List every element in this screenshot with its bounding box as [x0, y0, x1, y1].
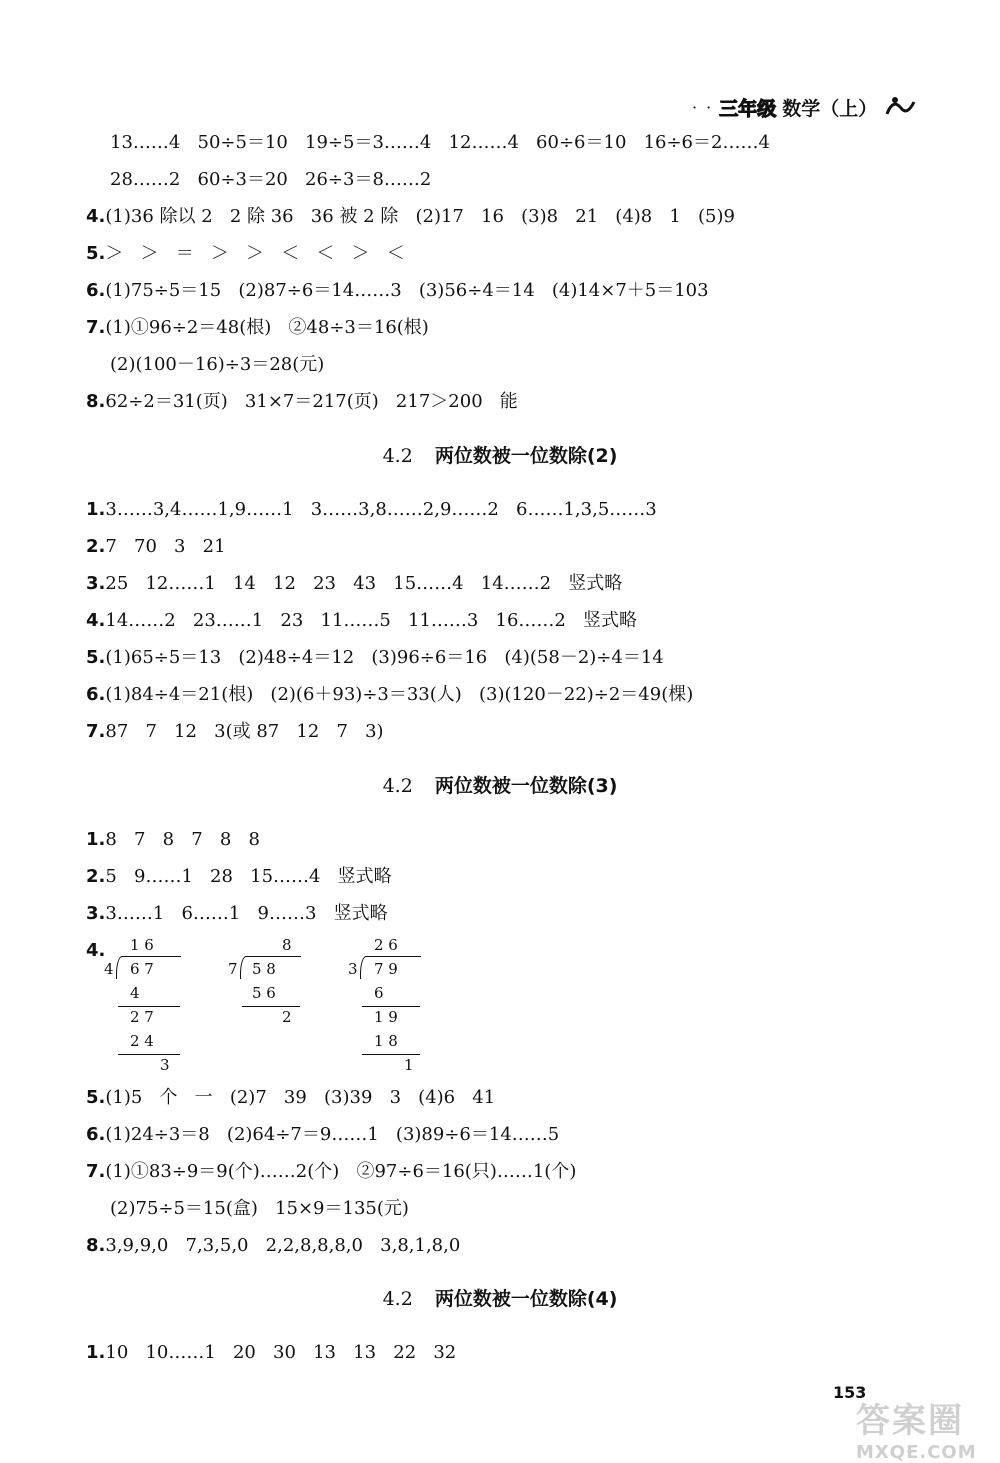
question-number: 5.	[86, 647, 106, 668]
answer-text: 62÷2＝31(页) 31×7＝217(页) 217＞200 能	[105, 391, 518, 412]
answer-text: 14……2 23……1 23 11……5 11……3 16……2 竖式略	[105, 610, 638, 631]
question-number: 2.	[86, 866, 106, 887]
question-number: 2.	[86, 536, 106, 557]
subtrahend: 2 4	[130, 1032, 154, 1050]
answer-line: (2)75÷5＝15(盒) 15×9＝135(元)	[110, 1198, 409, 1219]
answer-text: (1)①83÷9＝9(个)……2(个) ②97÷6＝16(只)……1(个)	[105, 1161, 577, 1182]
answer-3	[86, 571, 622, 597]
header-ornament-icon	[883, 94, 917, 120]
answer-text: 3……3,4……1,9……1 3……3,8……2,9……2 6……1,3,5……3	[105, 499, 657, 520]
partial-remainder: 1 9	[374, 1008, 398, 1026]
answer-line: 28……2 60÷3＝20 26÷3＝8……2	[110, 169, 432, 190]
quotient: 8	[282, 936, 292, 954]
answer-line: 13……4 50÷5＝10 19÷5＝3……4 12……4 60÷6＝10 16÷6＝2……4	[110, 132, 770, 153]
division-rule	[242, 1006, 300, 1007]
answer-text: (1)75÷5＝15 (2)87÷6＝14……3 (3)56÷4＝14 (4)14×7＋5＝103	[105, 280, 709, 301]
divisor: 4	[104, 960, 114, 978]
header-subject: 数学（上）	[782, 97, 878, 120]
section-heading: 两位数被一位数除(3)	[434, 775, 618, 797]
question-number: 7.	[86, 1161, 106, 1182]
remainder: 1	[404, 1056, 414, 1074]
division-rule	[362, 1006, 420, 1007]
answer-3	[86, 901, 388, 927]
answer-6	[86, 278, 709, 304]
answer-5	[86, 645, 664, 671]
answer-6	[86, 682, 693, 708]
answer-text: (1)84÷4＝21(根) (2)(6＋93)÷3＝33(人) (3)(120－22)÷2＝49(棵)	[105, 684, 694, 705]
answer-8	[86, 389, 518, 415]
page-number: 153	[833, 1383, 867, 1402]
partial-remainder: 2 7	[130, 1008, 154, 1026]
section-title	[0, 772, 1000, 800]
answer-line: (2)(100－16)÷3＝28(元)	[110, 354, 325, 375]
header-decoration: · ·	[692, 97, 714, 117]
quotient: 1 6	[130, 936, 154, 954]
question-number: 5.	[86, 1087, 106, 1108]
dividend: 7 9	[374, 960, 398, 978]
section-heading: 两位数被一位数除(4)	[434, 1288, 618, 1310]
answer-7	[86, 315, 429, 341]
division-rule	[118, 1054, 180, 1055]
question-number: 6.	[86, 280, 106, 301]
dividend: 6 7	[130, 960, 154, 978]
subtrahend: 6	[374, 984, 384, 1002]
answer-5	[86, 1085, 495, 1111]
question-number: 3.	[86, 903, 106, 924]
section-number: 4.2	[382, 445, 413, 467]
subtrahend: 4	[130, 984, 140, 1002]
divisor: 7	[228, 960, 238, 978]
remainder: 2	[282, 1008, 292, 1026]
question-number: 7.	[86, 317, 106, 338]
answer-text: 10 10……1 20 30 13 13 22 32	[105, 1342, 457, 1363]
section-number: 4.2	[382, 1288, 413, 1310]
watermark-logo	[856, 1393, 996, 1463]
watermark-text: 答案圈	[856, 1401, 964, 1441]
answer-4	[86, 204, 735, 230]
answer-1	[86, 1340, 456, 1366]
section-title	[0, 1285, 1000, 1313]
section-heading: 两位数被一位数除(2)	[434, 445, 618, 467]
answer-text: 7 70 3 21	[105, 536, 226, 557]
question-number: 4.	[86, 610, 106, 631]
question-number: 8.	[86, 391, 106, 412]
answer-text: (1)65÷5＝13 (2)48÷4＝12 (3)96÷6＝16 (4)(58－2)÷4＝14	[105, 647, 664, 668]
division-rule	[118, 1006, 180, 1007]
division-rule	[362, 1054, 420, 1055]
answer-text: 87 7 12 3(或 87 12 7 3)	[105, 721, 384, 742]
answer-1	[86, 827, 260, 853]
divisor: 3	[348, 960, 358, 978]
answer-2	[86, 864, 392, 890]
running-header	[692, 90, 922, 124]
question-number: 4.	[86, 206, 106, 227]
question-number: 1.	[86, 829, 106, 850]
question-number: 7.	[86, 721, 106, 742]
answer-text: (1)5 个 一 (2)7 39 (3)39 3 (4)6 41	[105, 1087, 496, 1108]
answer-8	[86, 1233, 460, 1259]
answer-4	[86, 938, 105, 964]
answer-6	[86, 1122, 559, 1148]
question-number: 3.	[86, 573, 106, 594]
question-number: 1.	[86, 499, 106, 520]
answer-text: (1)①96÷2＝48(根) ②48÷3＝16(根)	[105, 317, 429, 338]
answer-text: 5 9……1 28 15……4 竖式略	[105, 866, 392, 887]
question-number: 5.	[86, 243, 106, 264]
section-number: 4.2	[382, 775, 413, 797]
remainder: 3	[160, 1056, 170, 1074]
dividend: 5 8	[252, 960, 276, 978]
subtrahend: 5 6	[252, 984, 276, 1002]
watermark-url: MXQE.COM	[856, 1442, 977, 1463]
quotient: 2 6	[374, 936, 398, 954]
answer-text: 25 12……1 14 12 23 43 15……4 14……2 竖式略	[105, 573, 623, 594]
answer-text: 3……1 6……1 9……3 竖式略	[105, 903, 388, 924]
answer-text: ＞ ＞ ＝ ＞ ＞ ＜ ＜ ＞ ＜	[105, 243, 405, 264]
question-number: 6.	[86, 684, 106, 705]
answer-7	[86, 1159, 576, 1185]
answer-text: (1)36 除以 2 2 除 36 36 被 2 除 (2)17 16 (3)8 21 (4)8 1 (5)9	[105, 206, 735, 227]
answer-1	[86, 497, 657, 523]
section-title	[0, 442, 1000, 470]
question-number: 1.	[86, 1342, 106, 1363]
question-number: 8.	[86, 1235, 106, 1256]
answer-7	[86, 719, 384, 745]
subtrahend: 1 8	[374, 1032, 398, 1050]
answer-text: 3,9,9,0 7,3,5,0 2,2,8,8,8,0 3,8,1,8,0	[105, 1235, 461, 1256]
answer-text: 8 7 8 7 8 8	[105, 829, 260, 850]
answer-text: (1)24÷3＝8 (2)64÷7＝9……1 (3)89÷6＝14……5	[105, 1124, 560, 1145]
question-number: 6.	[86, 1124, 106, 1145]
answer-2	[86, 534, 226, 560]
question-number: 4.	[86, 940, 106, 961]
header-grade: 三年级	[719, 97, 777, 120]
answer-4	[86, 608, 637, 634]
answer-5	[86, 241, 405, 267]
